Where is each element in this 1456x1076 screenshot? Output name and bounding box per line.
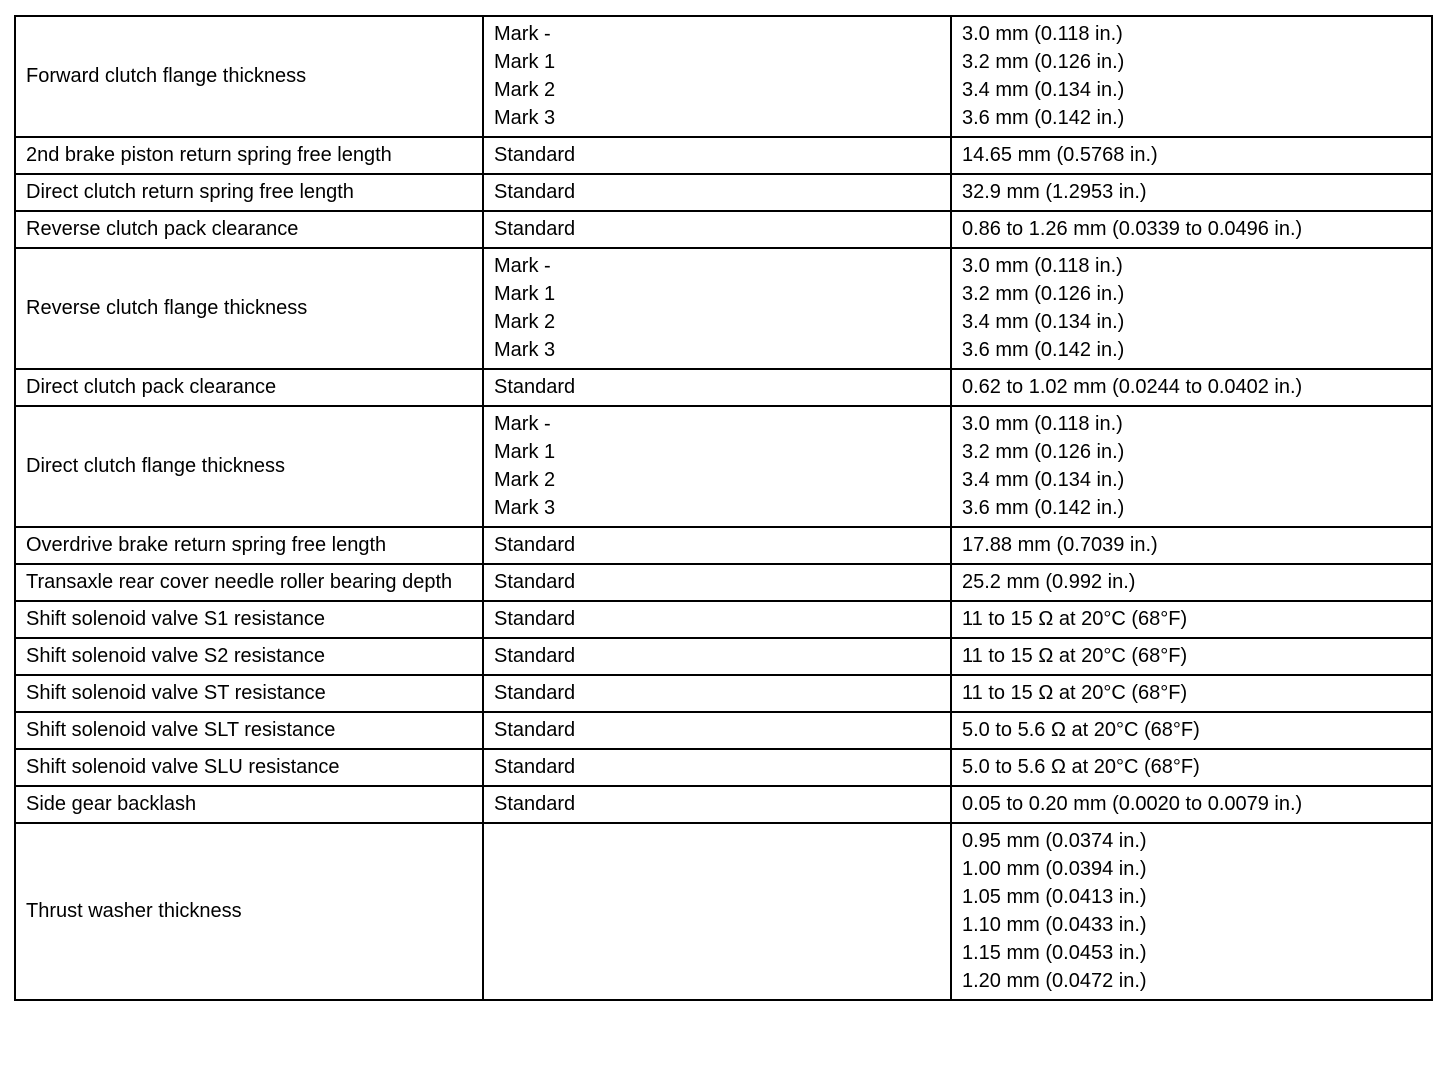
specification-cell	[951, 786, 1432, 823]
specification-cell	[951, 601, 1432, 638]
specification-value: 0.62 to 1.02 mm (0.0244 to 0.0402 in.)	[962, 376, 1303, 398]
condition-cell	[483, 527, 951, 564]
condition-value: Standard	[494, 793, 576, 815]
condition-cell	[483, 786, 951, 823]
condition-value: Mark 1	[494, 441, 556, 463]
table-row	[15, 749, 1432, 786]
specification-value: 3.2 mm (0.126 in.)	[962, 51, 1125, 73]
condition-value: Mark 2	[494, 79, 556, 101]
condition-value: Standard	[494, 645, 576, 667]
table-row	[15, 248, 1432, 369]
specification-value: 1.10 mm (0.0433 in.)	[962, 914, 1147, 936]
condition-value: Mark -	[494, 413, 551, 435]
condition-cell	[483, 564, 951, 601]
item-cell: Direct clutch return spring free length	[15, 174, 483, 211]
condition-cell	[483, 823, 951, 1000]
specification-value: 3.2 mm (0.126 in.)	[962, 283, 1125, 305]
specification-cell	[951, 638, 1432, 675]
condition-cell	[483, 174, 951, 211]
specification-value: 3.4 mm (0.134 in.)	[962, 469, 1125, 491]
table-row	[15, 137, 1432, 174]
table-row	[15, 712, 1432, 749]
condition-value: Mark 3	[494, 107, 556, 129]
condition-value: Standard	[494, 719, 576, 741]
item-cell: Reverse clutch pack clearance	[15, 211, 483, 248]
specification-cell	[951, 749, 1432, 786]
item-cell: Side gear backlash	[15, 786, 483, 823]
specification-cell	[951, 174, 1432, 211]
specification-cell	[951, 675, 1432, 712]
specification-value: 3.6 mm (0.142 in.)	[962, 339, 1125, 361]
specification-cell	[951, 16, 1432, 137]
condition-value: Standard	[494, 218, 576, 240]
specification-value: 0.05 to 0.20 mm (0.0020 to 0.0079 in.)	[962, 793, 1303, 815]
specification-cell	[951, 564, 1432, 601]
specification-table	[14, 15, 1433, 1001]
condition-value: Mark -	[494, 255, 551, 277]
condition-value: Standard	[494, 534, 576, 556]
specification-value: 3.2 mm (0.126 in.)	[962, 441, 1125, 463]
specification-value: 5.0 to 5.6 Ω at 20°C (68°F)	[962, 756, 1200, 778]
condition-value: Standard	[494, 682, 576, 704]
specification-value: 3.0 mm (0.118 in.)	[962, 255, 1123, 277]
specification-value: 1.15 mm (0.0453 in.)	[962, 942, 1147, 964]
condition-value: Standard	[494, 376, 576, 398]
condition-value: Mark 1	[494, 283, 556, 305]
item-cell: Transaxle rear cover needle roller bearing depth	[15, 564, 483, 601]
condition-cell	[483, 211, 951, 248]
condition-value: Mark 2	[494, 311, 556, 333]
item-cell: Shift solenoid valve S1 resistance	[15, 601, 483, 638]
specification-value: 17.88 mm (0.7039 in.)	[962, 534, 1158, 556]
specification-value: 3.4 mm (0.134 in.)	[962, 79, 1125, 101]
condition-value: Mark 3	[494, 339, 556, 361]
condition-cell	[483, 16, 951, 137]
table-row	[15, 675, 1432, 712]
condition-cell	[483, 712, 951, 749]
specification-table-body	[15, 16, 1432, 1000]
condition-cell	[483, 638, 951, 675]
table-row	[15, 211, 1432, 248]
condition-value: Standard	[494, 608, 576, 630]
specification-value: 3.6 mm (0.142 in.)	[962, 497, 1125, 519]
condition-value: Mark 3	[494, 497, 556, 519]
item-cell: Thrust washer thickness	[15, 823, 483, 1000]
table-row	[15, 369, 1432, 406]
table-row	[15, 527, 1432, 564]
specification-value: 5.0 to 5.6 Ω at 20°C (68°F)	[962, 719, 1200, 741]
item-cell: Direct clutch flange thickness	[15, 406, 483, 527]
specification-value: 32.9 mm (1.2953 in.)	[962, 181, 1147, 203]
specification-cell	[951, 527, 1432, 564]
specification-value: 3.4 mm (0.134 in.)	[962, 311, 1125, 333]
condition-cell	[483, 675, 951, 712]
item-cell: Shift solenoid valve SLT resistance	[15, 712, 483, 749]
specification-cell	[951, 823, 1432, 1000]
item-cell: Shift solenoid valve S2 resistance	[15, 638, 483, 675]
condition-value: Mark -	[494, 23, 551, 45]
condition-cell	[483, 137, 951, 174]
table-row	[15, 638, 1432, 675]
table-row	[15, 786, 1432, 823]
item-cell: 2nd brake piston return spring free length	[15, 137, 483, 174]
table-row	[15, 823, 1432, 1000]
condition-value: Standard	[494, 756, 576, 778]
specification-value: 3.6 mm (0.142 in.)	[962, 107, 1125, 129]
item-cell: Shift solenoid valve SLU resistance	[15, 749, 483, 786]
specification-value: 11 to 15 Ω at 20°C (68°F)	[962, 682, 1188, 704]
condition-value: Mark 2	[494, 469, 556, 491]
table-row	[15, 601, 1432, 638]
specification-value: 11 to 15 Ω at 20°C (68°F)	[962, 608, 1188, 630]
specification-value: 1.20 mm (0.0472 in.)	[962, 970, 1147, 992]
condition-value: Standard	[494, 144, 576, 166]
table-row	[15, 564, 1432, 601]
table-row	[15, 406, 1432, 527]
specification-cell	[951, 406, 1432, 527]
condition-cell	[483, 406, 951, 527]
specification-value: 3.0 mm (0.118 in.)	[962, 23, 1123, 45]
table-row	[15, 174, 1432, 211]
condition-value: Standard	[494, 571, 576, 593]
specification-cell	[951, 712, 1432, 749]
specification-value: 14.65 mm (0.5768 in.)	[962, 144, 1158, 166]
condition-value: Mark 1	[494, 51, 556, 73]
item-cell: Reverse clutch flange thickness	[15, 248, 483, 369]
item-cell: Forward clutch flange thickness	[15, 16, 483, 137]
specification-cell	[951, 137, 1432, 174]
table-row	[15, 16, 1432, 137]
specification-cell	[951, 369, 1432, 406]
condition-value: Standard	[494, 181, 576, 203]
condition-cell	[483, 601, 951, 638]
condition-cell	[483, 369, 951, 406]
item-cell: Shift solenoid valve ST resistance	[15, 675, 483, 712]
specification-value: 1.05 mm (0.0413 in.)	[962, 886, 1147, 908]
specification-cell	[951, 248, 1432, 369]
specification-cell	[951, 211, 1432, 248]
item-cell: Overdrive brake return spring free length	[15, 527, 483, 564]
specification-value: 25.2 mm (0.992 in.)	[962, 571, 1136, 593]
specification-value: 11 to 15 Ω at 20°C (68°F)	[962, 645, 1188, 667]
specification-value: 0.95 mm (0.0374 in.)	[962, 830, 1147, 852]
item-cell: Direct clutch pack clearance	[15, 369, 483, 406]
condition-cell	[483, 248, 951, 369]
specification-value: 3.0 mm (0.118 in.)	[962, 413, 1123, 435]
condition-cell	[483, 749, 951, 786]
specification-value: 0.86 to 1.26 mm (0.0339 to 0.0496 in.)	[962, 218, 1303, 240]
specification-value: 1.00 mm (0.0394 in.)	[962, 858, 1147, 880]
